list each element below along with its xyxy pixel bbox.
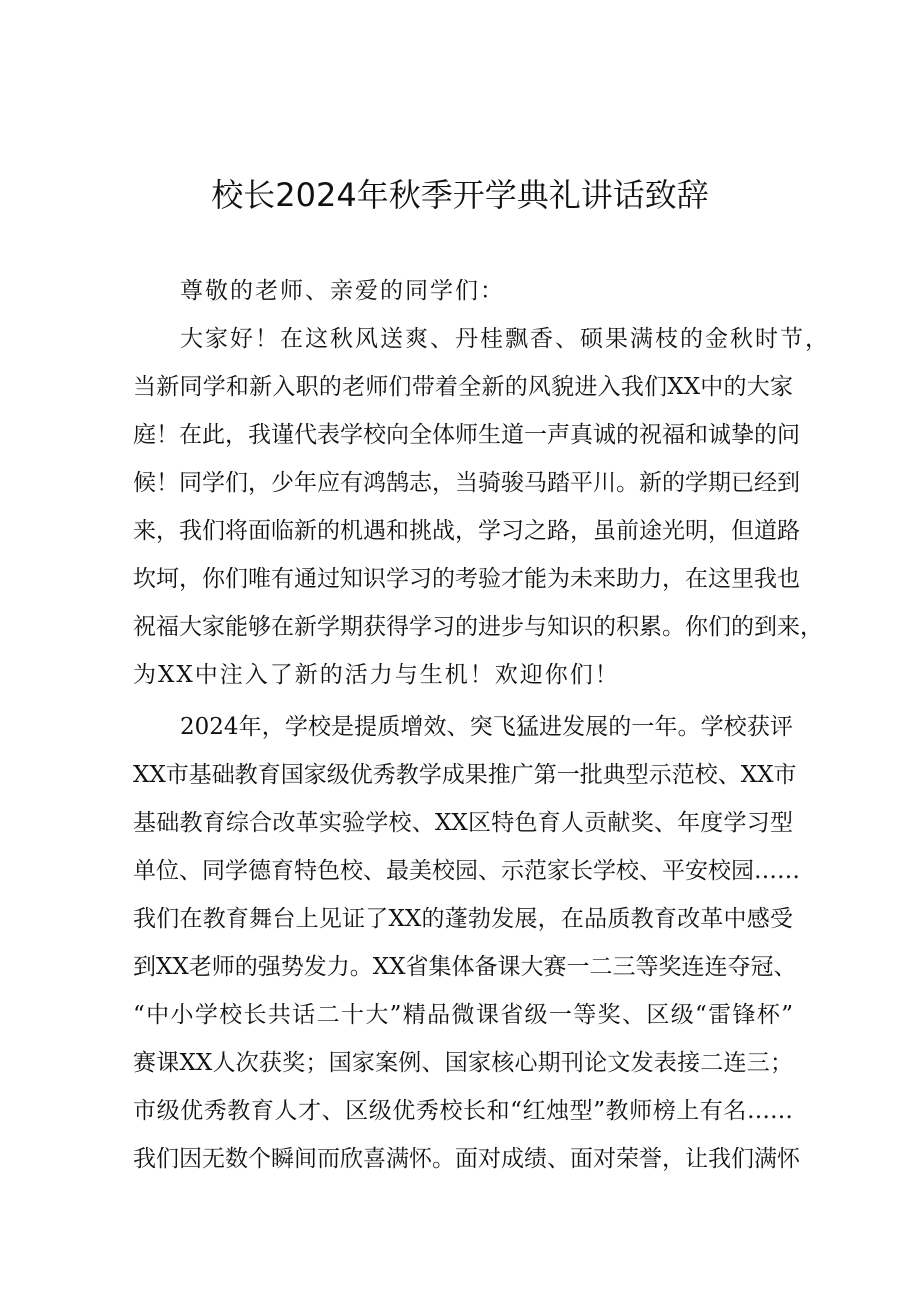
- paragraph-line: 当新同学和新入职的老师们带着全新的风貌进入我们XX中的大家: [133, 374, 793, 400]
- paragraph-line: 庭！在此，我谨代表学校向全体师生道一声真诚的祝福和诚挚的问: [133, 422, 800, 448]
- paragraph-line: 基础教育综合改革实验学校、XX区特色育人贡献奖、年度学习型: [133, 810, 793, 836]
- paragraph-line: 2024年，学校是提质增效、突飞猛进发展的一年。学校获评: [180, 714, 793, 740]
- paragraph-line: 我们在教育舞台上见证了XX的蓬勃发展，在品质教育改革中感受: [133, 906, 793, 932]
- paragraph-line: 来，我们将面临新的机遇和挑战，学习之路，虽前途光明，但道路: [133, 518, 800, 544]
- paragraph-line: “中小学校长共话二十大”精品微课省级一等奖、区级“雷锋杯”: [133, 1002, 793, 1028]
- paragraph-line: 祝福大家能够在新学期获得学习的进步与知识的积累。你们的到来，: [133, 614, 823, 640]
- paragraph-line: 到XX老师的强势发力。XX省集体备课大赛一二三等奖连连夺冠、: [133, 954, 797, 980]
- paragraph-line: 赛课XX人次获奖；国家案例、国家核心期刊论文发表接二连三；: [133, 1050, 793, 1076]
- paragraph-line: 为XX中注入了新的活力与生机！欢迎你们！: [133, 662, 620, 688]
- paragraph-line: 我们因无数个瞬间而欣喜满怀。面对成绩、面对荣誉，让我们满怀: [133, 1146, 800, 1172]
- paragraph-line: 大家好！在这秋风送爽、丹桂飘香、硕果满枝的金秋时节，: [180, 326, 830, 352]
- salutation: 尊敬的老师、亲爱的同学们：: [180, 278, 505, 304]
- paragraph-line: 市级优秀教育人才、区级优秀校长和“红烛型”教师榜上有名……: [133, 1098, 793, 1124]
- paragraph-line: 候！同学们，少年应有鸿鹄志，当骑骏马踏平川。新的学期已经到: [133, 470, 800, 496]
- paragraph-line: 单位、同学德育特色校、最美校园、示范家长学校、平安校园……: [133, 858, 800, 884]
- document-title: 校长2024年秋季开学典礼讲话致辞: [211, 176, 709, 214]
- paragraph-line: 坎坷，你们唯有通过知识学习的考验才能为未来助力，在这里我也: [133, 566, 800, 592]
- paragraph-line: XX市基础教育国家级优秀教学成果推广第一批典型示范校、XX市: [133, 762, 797, 788]
